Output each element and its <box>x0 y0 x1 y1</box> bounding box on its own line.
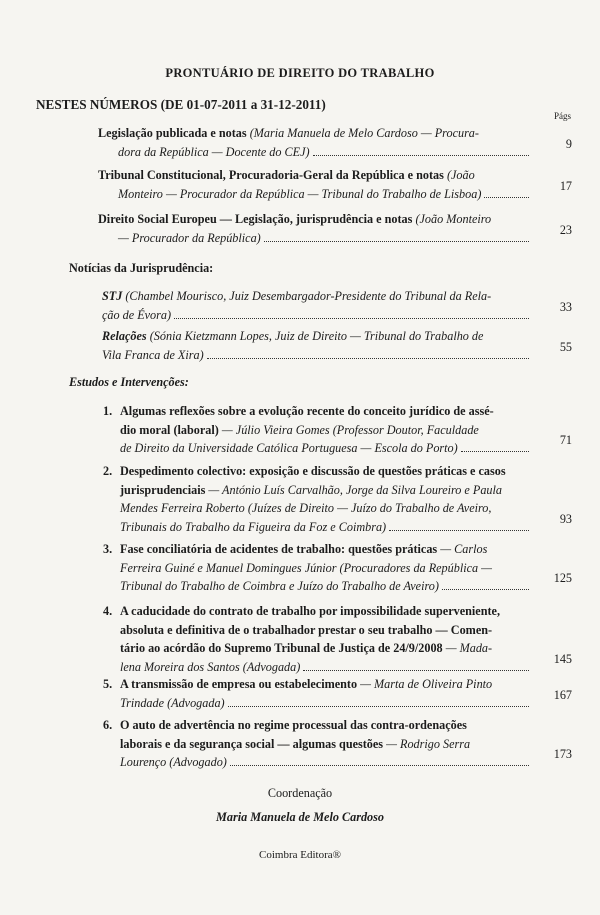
entry-line <box>120 439 530 458</box>
page-number: 33 <box>559 299 572 314</box>
entry-author-text: de Direito da Universidade Católica Portuguesa — Escola do Porto) <box>120 441 458 455</box>
entry-line <box>120 602 530 621</box>
entry-author-text: Tribunais do Trabalho da Figueira da Foz e Coimbra) <box>120 519 387 534</box>
entry-title-text: Fase conciliatória de acidentes de trabalho: questões práticas <box>120 542 441 556</box>
dot-leader <box>264 241 529 242</box>
entry-line <box>102 306 530 325</box>
entry-author-text: Monteiro — Procurador da República — Tribunal do Trabalho de Lisboa) <box>118 186 482 201</box>
dot-leader <box>484 197 529 198</box>
entry-line <box>120 694 530 713</box>
entry-title-text: Relações <box>102 329 150 343</box>
entry-number: 6. <box>103 718 113 732</box>
entry-title-text: laborais e da segurança social — algumas questões <box>120 736 387 751</box>
entry-author-text: — Mada- <box>445 641 493 655</box>
page-number: 125 <box>553 571 572 585</box>
entry-line <box>120 481 530 500</box>
coordination-label: Coordenação <box>267 786 333 800</box>
entry-author-text: Vila Franca de Xira) <box>102 347 204 362</box>
entry-author-text: Ferreira Guiné e Manuel Domingues Júnior (Procuradores da República — <box>120 560 492 575</box>
dot-leader <box>228 706 529 707</box>
entry-line <box>120 462 530 481</box>
page-number: 173 <box>553 747 572 761</box>
entry-title-text: A caducidade do contrato de trabalho por impossibilidade superveniente, <box>120 604 500 618</box>
toc-entry <box>98 210 530 247</box>
entry-author-text: (João <box>446 168 475 182</box>
entry-author-text: dora da República — Docente do CEJ) <box>118 144 310 159</box>
entry-line <box>120 499 530 518</box>
toc-entry <box>98 124 530 161</box>
entry-author-text: (Sónia Kietzmann Lopes, Juiz de Direito — Tribunal do Trabalho de <box>149 329 484 343</box>
entry-line <box>98 229 530 248</box>
issue-heading: NESTES NÚMEROS (DE 01-07-2011 a 31-12-2011) <box>36 97 326 112</box>
entry-number: 4. <box>103 604 113 618</box>
study-entry <box>103 402 530 458</box>
entry-number: 1. <box>103 404 113 418</box>
entry-author-text: — Carlos <box>440 542 488 556</box>
entry-line <box>98 143 530 162</box>
coordinator-name: Maria Manuela de Melo Cardoso <box>216 810 384 824</box>
entry-line <box>120 577 530 596</box>
section-heading-studies: Estudos e Intervenções: <box>69 375 189 389</box>
entry-title-text: A transmissão de empresa ou estabelecimento <box>120 677 361 691</box>
news-entry <box>102 327 530 364</box>
entry-line <box>120 735 530 754</box>
study-entry <box>103 675 530 712</box>
study-entry <box>103 602 530 676</box>
study-entry <box>103 716 530 772</box>
entry-line <box>98 210 530 229</box>
entry-line <box>120 540 530 559</box>
entry-author-text: Trindade (Advogada) <box>120 695 225 710</box>
entry-line <box>98 124 530 143</box>
entry-title-text: jurisprudenciais <box>120 482 209 497</box>
entry-author-text: (Maria Manuela de Melo Cardoso — Procura- <box>249 126 479 140</box>
entry-author-text: lena Moreira dos Santos (Advogada) <box>120 659 301 674</box>
entry-author-text: (João Monteiro <box>415 212 492 226</box>
entry-author-text: Tribunal do Trabalho de Coimbra e Juízo do Trabalho de Aveiro) <box>120 579 439 593</box>
entry-line <box>120 559 530 578</box>
entry-line <box>120 639 530 658</box>
entry-line <box>120 518 530 537</box>
study-entry <box>103 540 530 596</box>
dot-leader <box>174 318 529 319</box>
page-number: 145 <box>553 651 572 666</box>
study-entry <box>103 462 530 536</box>
section-heading-news: Notícias da Jurisprudência: <box>69 261 214 275</box>
entry-author-text: Mendes Ferreira Roberto (Juízes de Direito — Juízo do Trabalho de Aveiro, <box>120 501 492 515</box>
page-number: 71 <box>559 433 572 447</box>
dot-leader <box>389 530 529 531</box>
entry-line <box>120 716 530 735</box>
publisher: Coimbra Editora® <box>259 849 341 861</box>
entry-title-text: Direito Social Europeu — Legislação, jurisprudência e notas <box>98 212 416 226</box>
page-number: 23 <box>559 222 572 237</box>
entry-title-text: dio moral (laboral) <box>120 422 222 437</box>
entry-line <box>120 621 530 640</box>
dot-leader <box>303 670 529 671</box>
entry-author-text: ção de Évora) <box>102 307 172 322</box>
entry-line <box>120 753 530 772</box>
page-number: 93 <box>559 511 572 526</box>
entry-line <box>102 327 530 346</box>
entry-number: 5. <box>103 677 113 691</box>
dot-leader <box>461 451 529 452</box>
page-number: 55 <box>559 339 572 354</box>
entry-line <box>102 346 530 365</box>
entry-author-text: (Chambel Mourisco, Juiz Desembargador-Presidente do Tribunal da Rela- <box>125 289 492 303</box>
page-number: 167 <box>553 687 572 702</box>
entry-title-text: O auto de advertência no regime processual das contra-ordenações <box>120 718 467 732</box>
entry-line <box>120 421 530 440</box>
document-title: PRONTUÁRIO DE DIREITO DO TRABALHO <box>165 66 435 80</box>
entry-author-text: — Rodrigo Serra <box>386 736 471 751</box>
pages-column-label: Págs <box>553 111 571 121</box>
entry-author-text: — Procurador da República) <box>118 230 261 245</box>
dot-leader <box>230 765 529 766</box>
entry-line <box>120 402 530 421</box>
entry-number: 3. <box>103 542 113 556</box>
entry-number: 2. <box>103 464 113 478</box>
dot-leader <box>207 358 529 359</box>
dot-leader <box>313 155 529 156</box>
toc-entry <box>98 166 530 203</box>
entry-title-text: Despedimento colectivo: exposição e discussão de questões práticas e casos <box>120 464 506 478</box>
entry-author-text: — Marta de Oliveira Pinto <box>360 677 493 691</box>
dot-leader <box>442 589 529 590</box>
page-number: 17 <box>559 178 572 193</box>
page-number: 9 <box>565 136 572 151</box>
entry-title-text: STJ <box>102 289 126 303</box>
entry-author-text: — António Luís Carvalhão, Jorge da Silva Loureiro e Paula <box>208 482 502 497</box>
entry-line <box>120 658 530 677</box>
news-entry <box>102 287 530 324</box>
entry-title-text: Tribunal Constitucional, Procuradoria-Geral da República e notas <box>98 168 447 182</box>
entry-line <box>120 675 530 694</box>
entry-title-text: absoluta e definitiva de o trabalhador prestar o seu trabalho — Comen- <box>120 622 493 637</box>
entry-title-text: Algumas reflexões sobre a evolução recente do conceito jurídico de assé- <box>120 404 494 418</box>
entry-author-text: Lourenço (Advogado) <box>120 755 227 769</box>
entry-title-text: tário ao acórdão do Supremo Tribunal de Justiça de 24/9/2008 <box>120 641 446 655</box>
entry-author-text: — Júlio Vieira Gomes (Professor Doutor, Faculdade <box>221 422 479 437</box>
entry-line <box>102 287 530 306</box>
entry-line <box>98 185 530 204</box>
entry-title-text: Legislação publicada e notas <box>98 126 250 140</box>
entry-line <box>98 166 530 185</box>
